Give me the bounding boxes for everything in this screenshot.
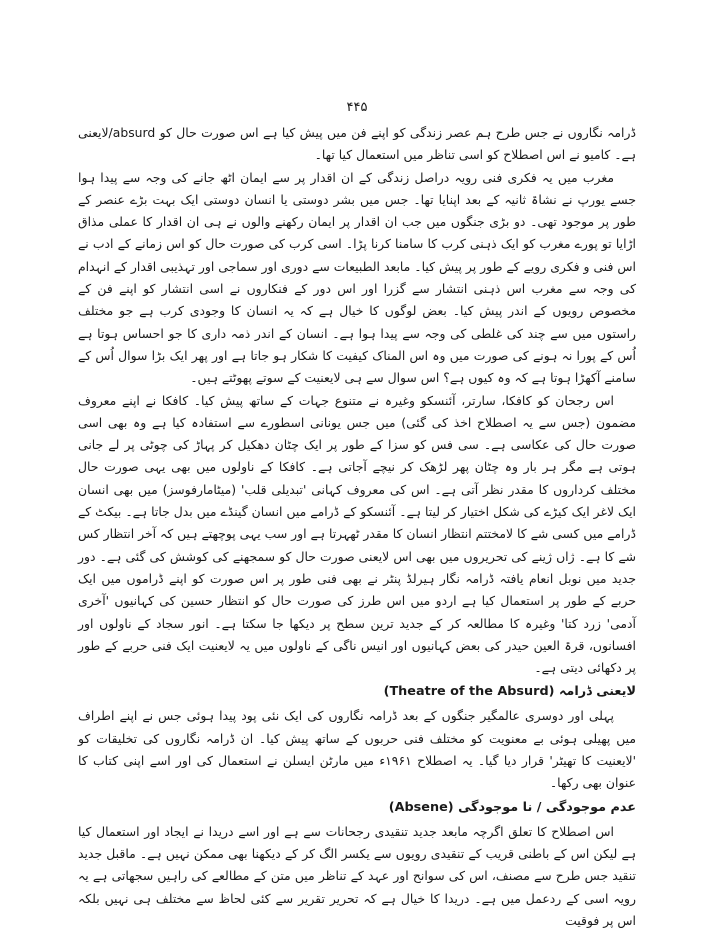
section-heading-absence xyxy=(78,796,636,820)
section-heading-theatre-absurd-english: (Theatre of the Absurd) xyxy=(383,684,555,700)
section-heading-absence-english: (Absene) xyxy=(388,799,454,815)
paragraph-intro: ڈرامہ نگاروں نے جس طرح ہم عصر زندگی کو اپنے فن میں پیش کیا ہے اس صورت حال کو absurd/لایعنی ہے۔ کامیو نے اس اصطلاح کو اسی تناظر میں استعمال کیا تھا۔ xyxy=(78,125,636,163)
section-heading-absence-urdu: عدم موجودگی / نا موجودگی xyxy=(458,799,636,815)
paragraph-theatre-absurd: پہلی اور دوسری عالمگیر جنگوں کے بعد ڈرامہ نگاروں کی ایک نئی پود پیدا ہوئی جس نے اپنے اطراف میں پھیلی ہوئی بے معنویت کو مختلف فنی حربوں کے ساتھ پیش کیا۔ ان ڈرامہ نگاروں کی تخلیقات کو 'لایعنیت کا تھیٹر' قرار دیا گیا۔ یہ اصطلاح ۱۹۶۱ء میں مارٹن ایسلن نے استعمال کی اور اسے اپنی کتاب کا عنوان بھی رکھا۔ xyxy=(78,708,636,791)
page-number: ۴۴۵ xyxy=(346,100,368,115)
section-heading-theatre-absurd-urdu: لایعنی ڈرامہ xyxy=(558,684,636,700)
paragraph-kafka-trend: اس رجحان کو کافکا، سارتر، آئنسکو وغیرہ نے متنوع جہات کے ساتھ پیش کیا۔ کافکا نے اپنے معروف مضمون (جس سے یہ اصطلاح اخذ کی گئی) میں جس یونانی اسطورے سے استفادہ کیا ہے وہ بھی اسی صورت حال کی عکاسی ہے۔ سی فس کو سزا کے طور پر ایک چٹان دھکیل کر پہاڑ کی چوٹی پر لے جانی ہوتی ہے مگر ہر بار وہ چٹان پھر لڑھک کر نیچے آجاتی ہے۔ کافکا کے ناولوں میں بھی یہی صورت حال مختلف کرداروں کا مقدر نظر آتی ہے۔ اس کی معروف کہانی 'تبدیلی قلب' (میٹامارفوسز) میں بھی انسان ایک لاغر ایک کیڑے کی شکل اختیار کر لیتا ہے۔ آئنسکو کے ڈرامے میں انسان گینڈے میں بدل جاتا ہے۔ بیکٹ کے ڈرامے میں کسی شے کا لامختتم انتظار انسان کا مقدر ٹھہرتا ہے اور سب یہی پوچھتے ہیں کہ آخر انتظار کس شے کا ہے۔ ژاں ژینے کی تحریروں میں بھی اس لایعنی صورت حال کو سمجھنے کی کوشش کی گئی ہے۔ دور جدید میں نوبل انعام یافتہ ڈرامہ نگار ہیرلڈ پنٹر نے بھی فنی طور پر اس صورت کو اپنے ڈراموں میں ایک حربے کے طور پر استعمال کیا ہے اردو میں اس طرز کی صورت حال کو انتظار حسین کی کہانیوں 'آخری آدمی' زرد کتا' وغیرہ کا مطالعہ کر کے جدید ترین سطح پر دیکھا جا سکتا ہے۔ انور سجاد کے ناولوں اور افسانوں، قرۃ العین حیدر کی بعض کہانیوں اور انیس ناگی کے ناولوں میں یہ لایعنیت ایک فنی حربے کے طور پر دکھائی دیتی ہے۔ xyxy=(78,392,636,676)
paragraph-absence: اس اصطلاح کا تعلق اگرچہ مابعد جدید تنقیدی رجحانات سے ہے اور اسے دریدا نے ایجاد اور استعمال کیا ہے لیکن اس کے باطنی قریب کے تنقیدی رویوں سے یکسر الگ کر کے دیکھنا بھی ممکن نہیں ہے۔ ماقبل جدید تنقید جس طرح سے مصنف، اس کی سوانح اور عہد کے تناظر میں متن کے مطالعے کی راہیں سجھاتی ہے یہ رویہ اسی کے ردعمل میں ہے۔ دریدا کا خیال ہے کہ تحریر تقریر سے کئی لحاظ سے مختلف ہی نہیں بلکہ اس پر فوقیت xyxy=(78,823,636,928)
paragraph-western-attitude: مغرب میں یہ فکری فنی رویہ دراصل زندگی کے ان اقدار پر سے ایمان اٹھ جانے کی وجہ سے پیدا ہوا جسے یورپ نے نشاۃ ثانیہ کے بعد اپنایا تھا۔ جس میں بشر دوستی یا انسان دوستی ایک بہت بڑے عنصر کے طور پر موجود تھی۔ دو بڑی جنگوں میں جب ان اقدار پر ایمان رکھنے والوں نے ہی ان اقدار کا عملی مذاق اڑایا تو پورے مغرب کو ایک ذہنی کرب کا سامنا کرنا پڑا۔ اسی کرب کی صورت حال کو اس زمانے کے ادب نے اس فنی و فکری رویے کے طور پر پیش کیا۔ مابعد الطبیعات سے دوری اور سماجی اور تہذیبی اقدار کے انہدام کی وجہ سے مغرب اس ذہنی انتشار سے گزرا اور اس دور کے فنکاروں نے اسی انتشار کو اپنے فن کے مخصوص رویوں کے اندر پیش کیا۔ بعض لوگوں کا خیال ہے کہ یہ انسان کا وجودی کرب ہے جو مختلف راستوں میں سے چند کی غلطی کی وجہ سے پیدا ہوا ہے۔ انسان کے اندر ذمہ داری کا جو احساس ہوتا ہے اُس کے پورا نہ ہونے کی صورت میں وہ اس المناک کیفیت کا شکار ہو جاتا ہے اور پھر ایک بڑا سوال اُس کے سامنے آکھڑا ہوتا ہے کہ وہ کیوں ہے؟ اس سوال سے ہی لایعنیت کے سوتے پھوٹتے ہیں۔ xyxy=(78,169,636,386)
page-body xyxy=(78,122,636,932)
section-heading-theatre-absurd xyxy=(78,680,636,704)
